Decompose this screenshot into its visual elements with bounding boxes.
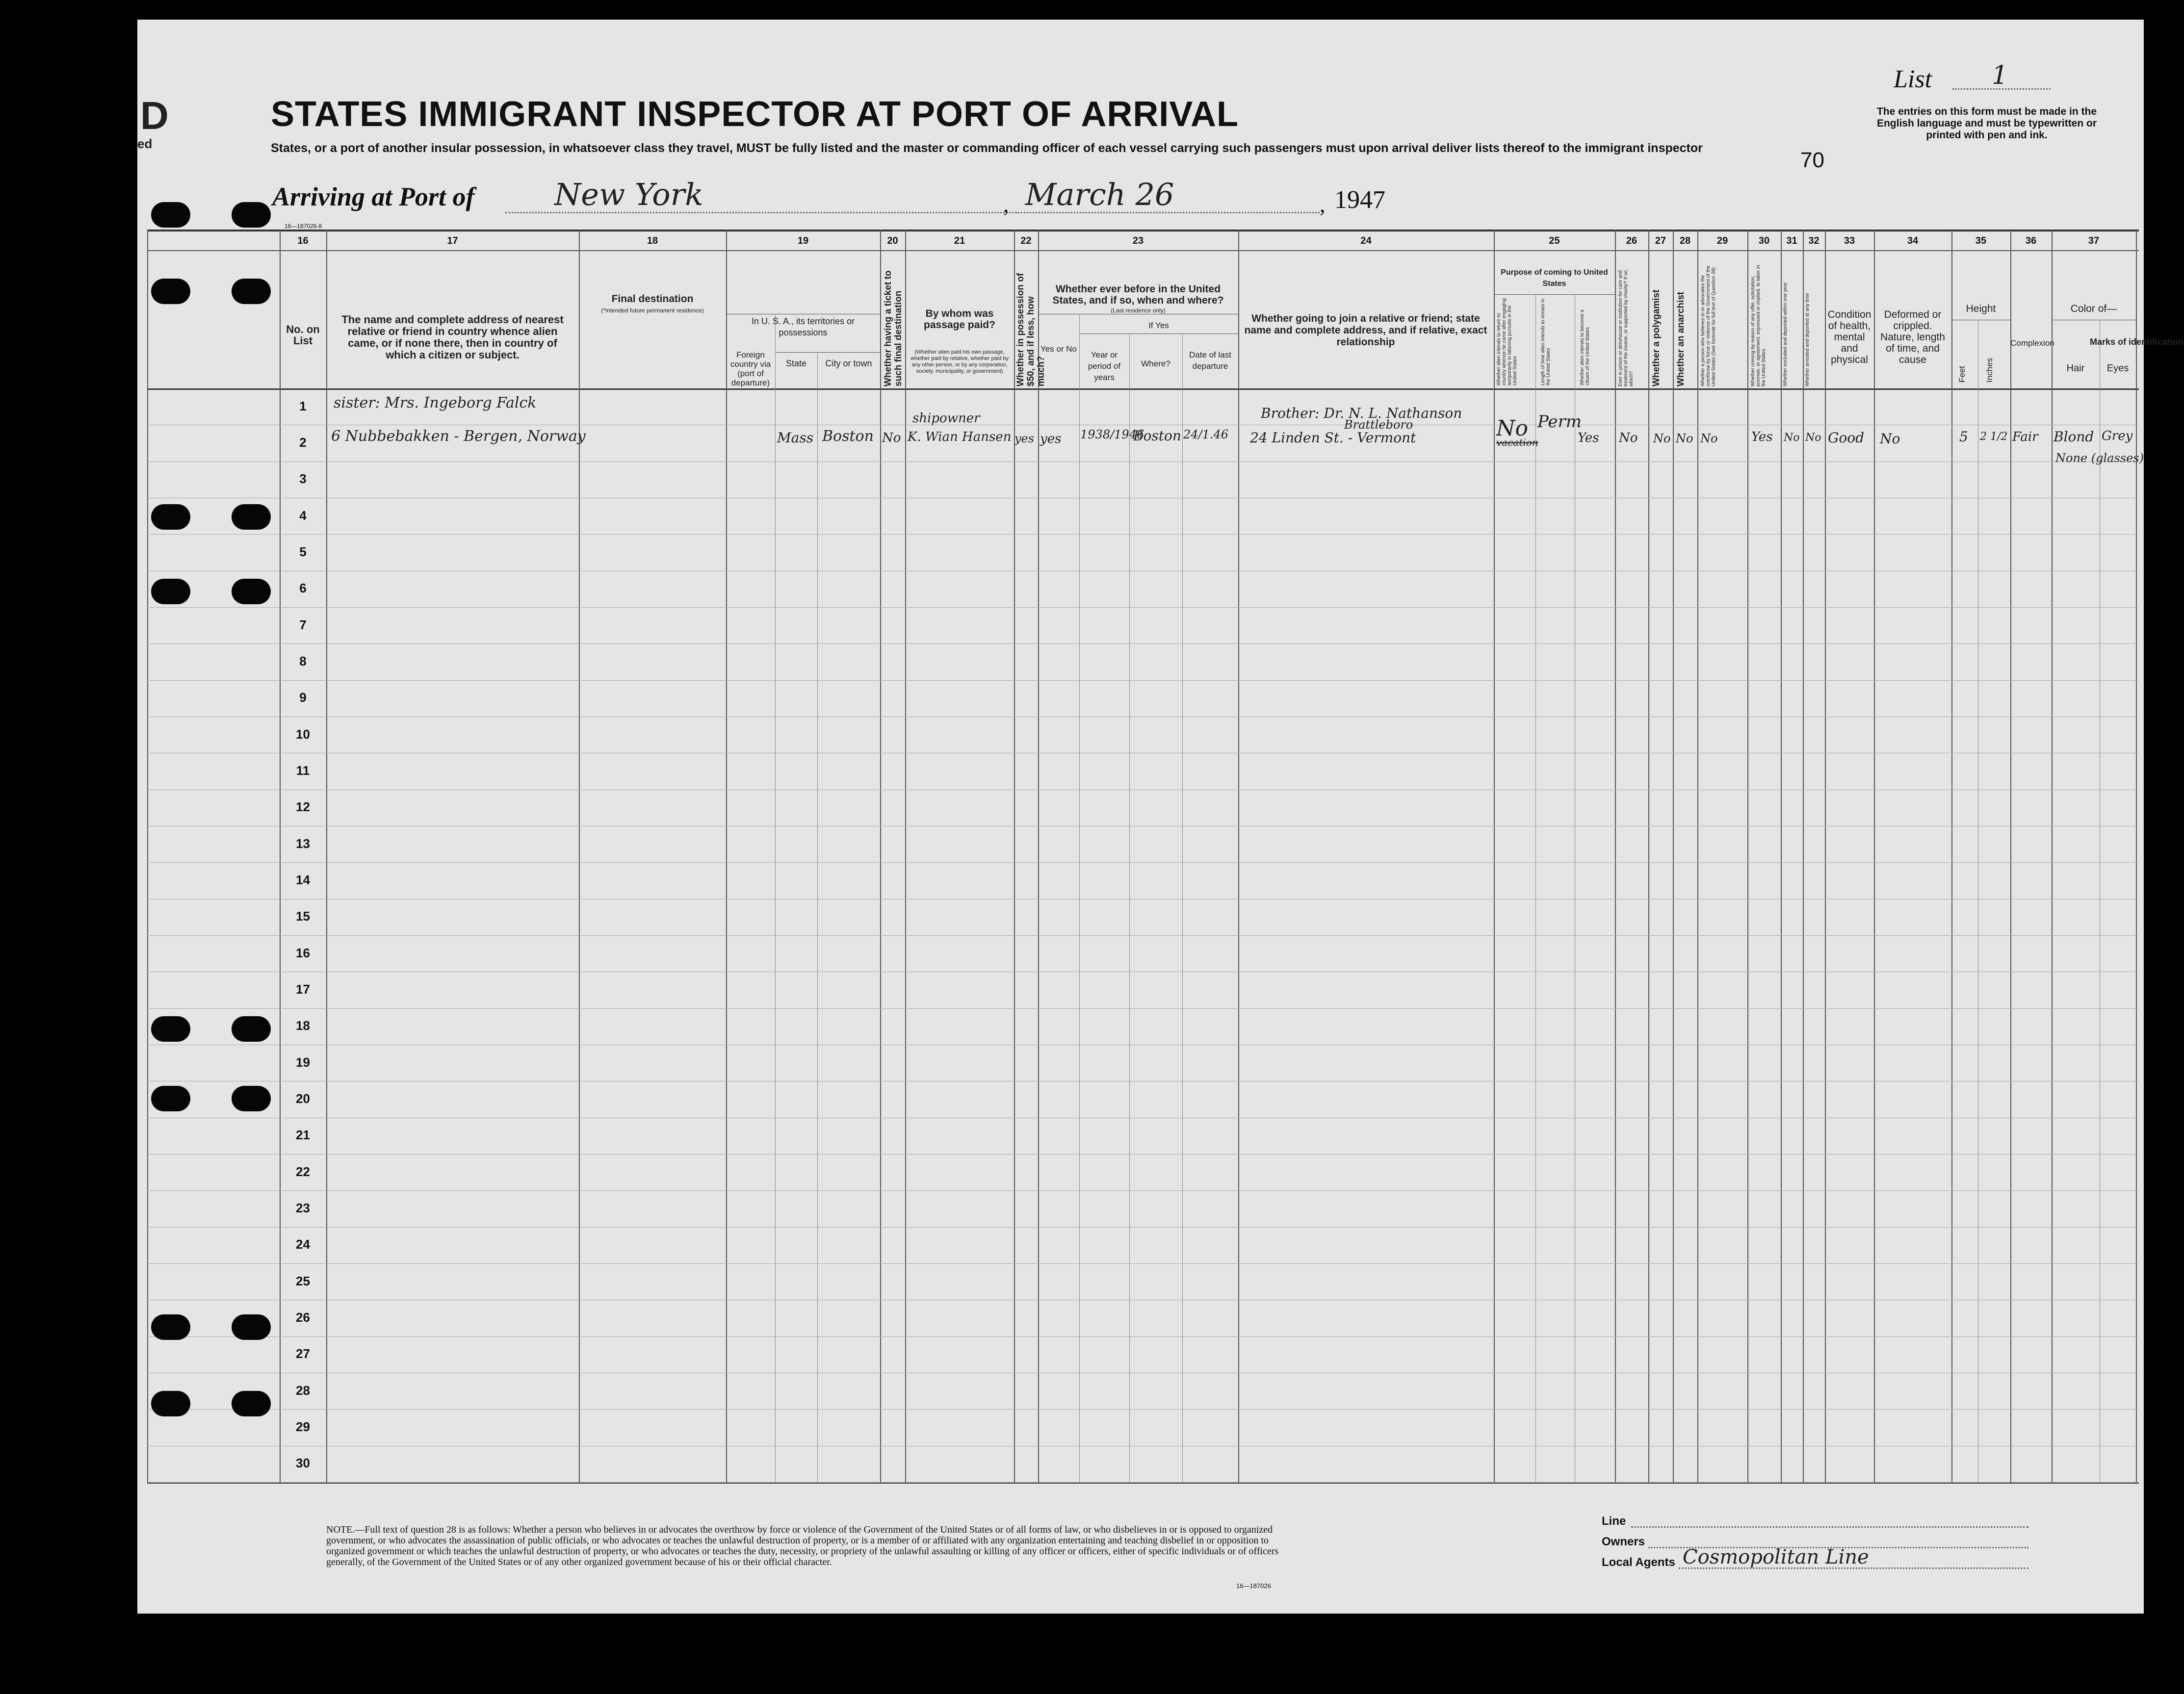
row-rule [147,680,2139,681]
header-deformed: Deformed or crippled. Nature, length of time, and cause [1880,309,1945,365]
col-line [1014,230,1015,1482]
header-inches: Inches [1985,358,1994,383]
colnum-32: 32 [1808,235,1820,246]
prison-value: No [1619,431,1638,445]
arrival-date: March 26 [1025,177,1174,212]
has-50-value: yes [1014,432,1035,445]
col-line [1238,230,1239,1482]
punch-hole [232,1391,271,1416]
hair-value: Blond [2054,429,2094,445]
header-labor-offer: Whether coming by reason of any offer, solicitation, promise, or agreement, expressed or implied, to labor in the United States [1750,265,1767,386]
colnum-34: 34 [1907,235,1919,246]
joining-line1: Brother: Dr. N. L. Nathanson [1261,405,1462,421]
col-line [1182,334,1183,1482]
col-line [905,230,906,1482]
health-value: Good [1828,430,1865,446]
header-foreign-via: Foreign country via (port of departure) [730,350,771,387]
dest-state: Mass [777,430,814,446]
punch-hole [151,579,190,604]
header-usa-group: In U. S. A., its territories or possessions [751,316,855,337]
col-line [880,230,881,1482]
col-line [2010,230,2011,1482]
labor-offer-value: Yes [1751,430,1773,444]
row-rule [147,643,2139,644]
colnum-22: 22 [1020,235,1032,246]
return-struck-value: vacation [1496,436,1538,448]
row-rule [147,1263,2139,1264]
punch-hole [232,1016,271,1042]
row-number: 7 [299,617,307,632]
last-departure-value: 24/1.46 [1183,428,1229,441]
colnum-31: 31 [1786,235,1797,246]
form-code-top: 16—187026-8 [285,223,322,230]
col-line [2136,230,2137,1482]
row-number: 24 [296,1237,310,1252]
footnote-q28: NOTE.—Full text of question 28 is as follows: Whether a person who believes in or advocates the overthrow by force or violence of the Government of the United States or of all forms of law, or who disbelieves in or is opposed to organized government, or who advocates the assassination of public officials, or who advocates or teaches the unlawful destruction of property, or is a member of or affiliated with any organization entertaining and teaching disbelief in or opposition to organized government or which teaches the unlawful destruction of property, or who advocates or teaches the duty, necessity, or propriety of the unlawful assaulting or killing of any officer or officers, either of specific individuals or of officers generally, of the Government of the United States or of any other organized government because of his or their official character. [326,1524,1279,1567]
form-code-bottom: 16—187026 [1236,1582,1271,1590]
punch-hole [232,1086,271,1111]
col-line [1494,230,1495,1482]
header-prison: Ever in prison or almshouse or institution for care and treatment of the insane, or supported by charity? If so, which? [1618,269,1634,386]
header-ticket: Whether having a ticket to such final destination [883,270,904,386]
header-paid-note: (Whether alien paid his own passage, whether paid by relative, whether paid by any other person, or by any corporation, society, municipality, or government) [910,349,1009,374]
list-value: 1 [1992,61,2008,90]
punch-hole [151,1086,190,1111]
colnum-16: 16 [297,235,309,246]
header-bottom-rule [147,388,2139,390]
header-years: Year or period of years [1088,350,1121,382]
line-label: Line [1602,1514,1626,1528]
col-line [280,230,281,1482]
row-number: 27 [296,1346,310,1361]
col-line [1535,294,1536,1482]
row-number: 19 [296,1055,310,1070]
line-dotted [1631,1526,2028,1528]
header-dest-note: (*Intended future permanent residence) [601,307,704,314]
ticket-value: No [882,431,901,445]
header-state: State [785,359,807,368]
col-line [1697,230,1698,1482]
comma-2: , [1320,192,1326,217]
header-color-of: Color of— [2070,303,2117,314]
deformed-value: No [1880,431,1900,447]
header-anarchist: Whether an anarchist [1676,291,1686,386]
form-subtitle: States, or a port of another insular possession, in whatsoever class they travel, MUST be fully listed and the master or commanding officer of each vessel carrying such passengers must upon arrival deliver lists thereof to the immigrant inspector [271,141,1703,155]
row-number: 3 [299,471,307,486]
row-rule [147,607,2139,608]
anarchist-value: No [1676,432,1693,445]
header-final-destination: Final destination [611,293,694,305]
row-rule [147,1154,2139,1155]
colnum-17: 17 [447,235,458,246]
header-q28: Whether a person who believes in or advocates the overthrow by force or violence of the Government of the United States (See footnote for full text of Question 28) [1700,265,1716,386]
punch-hole [151,1016,190,1042]
row-rule [147,1008,2139,1009]
row-rule [147,1336,2139,1337]
col-line [1874,230,1875,1482]
col-line [726,230,727,1482]
stub-letter: D [140,94,169,137]
colnum-26: 26 [1626,235,1638,246]
agents-value: Cosmopolitan Line [1683,1546,1869,1568]
row-number: 21 [296,1128,310,1142]
usa-sub-rule [775,352,880,353]
inches-value: 2 1/2 [1980,431,2008,443]
colnum-24: 24 [1360,235,1372,246]
deported-value: No [1805,432,1821,444]
feet-value: 5 [1959,429,1968,445]
col-line [1781,230,1782,1482]
header-where: Where? [1141,359,1170,368]
row-rule [147,935,2139,936]
joining-city: Brattleboro [1344,418,1413,432]
row-number: 5 [299,544,307,559]
col-line [579,230,580,1482]
where-value: Boston [1133,428,1181,444]
row-number: 10 [296,727,310,742]
header-feet: Feet [1957,365,1967,383]
colnum-rule [147,250,2139,251]
header-hair: Hair [2066,363,2085,374]
q28-value: No [1700,432,1718,445]
col-line [1079,314,1080,1482]
col-line [147,230,148,1482]
col-line [1825,230,1826,1482]
colnum-30: 30 [1758,235,1770,246]
row-number: 15 [296,909,310,924]
punch-hole [151,504,190,530]
header-excluded: Whether excluded and deported within one year [1783,282,1788,386]
header-relative-address: The name and complete address of nearest relative or friend in country whence alien came, or if none there, then in country of which a citizen or subject. [341,313,564,361]
row-number: 25 [296,1274,310,1288]
row-number: 8 [299,654,307,668]
header-height: Height [1966,303,1996,314]
header-become-citizen: Whether alien intends to become a citizen of the United States [1580,309,1590,385]
paid-by-line1: shipowner [912,411,980,426]
header-yes-no: Yes or No [1040,344,1077,354]
joining-line2: 24 Linden St. - Vermont [1250,430,1416,446]
punch-hole [232,504,271,530]
colnum-23: 23 [1132,235,1144,246]
header-deported: Whether arrested and deported at any time [1805,293,1810,386]
punch-hole [232,579,271,604]
header-purpose: Purpose of coming to United States [1501,268,1608,288]
stub-suffix: ed [137,136,153,151]
row-rule [147,1409,2139,1410]
punch-hole [151,1314,190,1340]
row-number: 26 [296,1310,310,1325]
arrival-port: New York [554,177,703,212]
colnum-19: 19 [797,235,809,246]
header-ever-before: Whether ever before in the United States, and if so, when and where? [1052,283,1224,306]
header-paid-by: By whom was passage paid? [924,308,995,331]
col-line [1951,230,1952,1482]
row-number: 1 [299,399,307,413]
row-number: 13 [296,836,310,851]
row-number: 2 [299,435,307,450]
owners-label: Owners [1602,1535,1645,1548]
colnum-29: 29 [1716,235,1728,246]
row-rule [147,1482,2139,1483]
row-number: 23 [296,1201,310,1215]
header-before-note: (Last residence only) [1111,307,1166,314]
header-50-dollars: Whether in possession of $50, and if less, how much? [1015,273,1046,386]
col-line [326,230,327,1482]
form-title: STATES IMMIGRANT INSPECTOR AT PORT OF ARRIVAL [271,95,1239,134]
return-intent-value: No [1496,416,1528,441]
relative-address: 6 Nubbebakken - Bergen, Norway [331,428,586,445]
row-number: 16 [296,946,310,960]
colnum-28: 28 [1679,235,1691,246]
row-rule [147,1190,2139,1191]
row-number: 18 [296,1018,310,1033]
polygamist-value: No [1653,432,1671,445]
purpose-sub-rule [1494,294,1615,295]
header-no-on-list: No. on List [286,323,320,347]
row-number: 4 [299,508,307,523]
row-number: 29 [296,1419,310,1434]
row-number: 6 [299,581,307,595]
header-last-departure: Date of last departure [1189,350,1231,371]
list-label: List [1894,65,1932,93]
row-number: 22 [296,1164,310,1179]
row-number: 28 [296,1383,310,1398]
row-number: 30 [296,1456,310,1470]
complexion-value: Fair [2012,430,2038,444]
header-marks: Marks of identification [2090,337,2184,347]
row-number: 20 [296,1091,310,1106]
col-line [1673,230,1674,1482]
citizen-value: Yes [1578,431,1599,445]
eyes-value: Grey [2102,429,2133,443]
arrival-year: 1947 [1334,186,1385,214]
row-rule [147,862,2139,863]
row-number: 12 [296,799,310,814]
header-polygamist: Whether a polygamist [1651,289,1662,386]
sheet-number: 70 [1800,148,1824,172]
colnum-36: 36 [2025,235,2037,246]
colnum-33: 33 [1844,235,1855,246]
row-number: 14 [296,873,310,887]
row-number: 17 [296,982,310,997]
col-line [1648,230,1649,1482]
punch-hole [151,1391,190,1416]
row-number: 9 [299,690,307,705]
agents-label: Local Agents [1602,1556,1675,1569]
col-line [817,352,818,1482]
form-instructions: The entries on this form must be made in the English language and must be typewritten or printed with pen and ink. [1876,106,2097,141]
colnum-18: 18 [647,235,658,246]
arriving-label: Arriving at Port of [272,182,475,211]
colnum-21: 21 [954,235,965,246]
row-rule [147,1227,2139,1228]
col-line [1803,230,1804,1482]
manifest-sheet [137,20,2184,1614]
excluded-value: No [1784,432,1800,444]
paid-by-line2: K. Wian Hansen [908,430,1012,444]
table-top-rule [147,230,2139,231]
col-line [1038,230,1039,1482]
header-complexion: Complexion [2010,338,2054,348]
dest-city: Boston [822,428,874,445]
header-health: Condition of health, mental and physical [1827,309,1872,365]
col-line [1747,230,1748,1482]
header-joining: Whether going to join a relative or friend; state name and complete address, and if relative, exact relationship [1244,313,1487,348]
col-line [2052,230,2053,1482]
punch-hole [151,279,190,304]
punch-hole [151,202,190,228]
scan-border [0,0,9,1694]
colnum-37: 37 [2088,235,2100,246]
years-value: 1938/1946 [1080,428,1144,441]
ever-before-value: yes [1040,432,1062,446]
header-city: City or town [825,359,872,368]
header-eyes: Eyes [2106,363,2129,374]
colnum-35: 35 [1975,235,1987,246]
punch-hole [232,202,271,228]
colnum-20: 20 [887,235,898,246]
length-stay-value: Perm [1537,412,1582,432]
row-number: 11 [296,763,310,778]
relative-name: sister: Mrs. Ingeborg Falck [334,394,537,411]
row-rule [147,534,2139,535]
header-return-intent: Whether alien intends to return to country whence he came after engaging temporarily in laboring pursuits in the United States [1496,298,1518,385]
punch-hole [232,279,271,304]
colnum-25: 25 [1549,235,1560,246]
punch-hole [232,1314,271,1340]
header-if-yes: If Yes [1148,321,1169,330]
header-length-stay: Length of time alien intends to remain in the United States [1540,298,1551,385]
colnum-27: 27 [1655,235,1666,246]
col-line [775,314,776,1482]
col-line [1615,230,1616,1482]
col-line [1129,334,1130,1482]
comma-1: , [1003,192,1009,217]
marks-identification-value: None (glasses) [2055,451,2144,465]
